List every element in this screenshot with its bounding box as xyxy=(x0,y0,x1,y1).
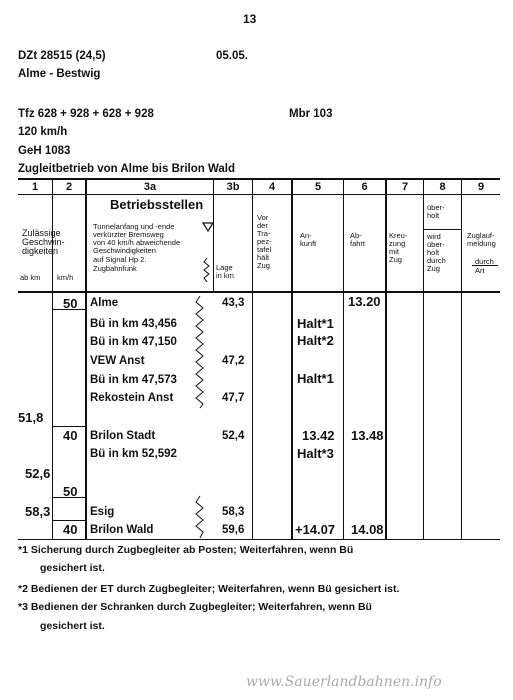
zm-label-3: durch xyxy=(475,257,494,266)
footnote-1-cont: gesichert ist. xyxy=(40,562,105,574)
zm-label-4: Art xyxy=(475,266,485,275)
position-cell: 52,4 xyxy=(222,430,245,442)
speed-cell: 40 xyxy=(63,428,78,443)
watermark: www.Sauerlandbahnen.info xyxy=(246,674,442,690)
page-number: 13 xyxy=(243,12,257,26)
col-4: 4 xyxy=(268,181,276,193)
position-cell: 59,6 xyxy=(222,524,245,536)
ueb-label-1: über- xyxy=(427,203,445,212)
vor-label-4: pez- xyxy=(257,237,272,246)
col-7: 7 xyxy=(401,181,409,193)
col-2: 2 xyxy=(65,181,73,193)
km-cell: 51,8 xyxy=(18,410,44,425)
departure-cell: 13.20 xyxy=(348,294,381,309)
kreu-label-3: mit xyxy=(389,247,399,256)
kmh-label: km/h xyxy=(57,273,74,282)
zul-label-3: digkeiten xyxy=(22,246,59,256)
col-1: 1 xyxy=(31,181,39,193)
max-speed: 120 km/h xyxy=(18,126,68,138)
train-number: DZt 28515 (24,5) xyxy=(18,50,106,62)
arrival-cell: Halt*1 xyxy=(297,371,334,386)
lage-label-1: Lage xyxy=(216,263,233,272)
footnote-3: *3 Bedienen der Schranken durch Zugbegleiter; Weiterfahren, wenn Bü xyxy=(18,601,372,613)
station-name: Bü in km 47,150 xyxy=(90,336,177,348)
zm-label-1: Zuglauf- xyxy=(467,231,495,240)
station-name: Esig xyxy=(90,506,115,518)
ueb-label-3: wird xyxy=(427,232,441,241)
vor-label-1: Vor xyxy=(257,213,269,222)
ab-label-2: fahrt xyxy=(350,239,366,248)
an-label-1: An- xyxy=(300,231,312,240)
ueb-label-4: über- xyxy=(427,240,445,249)
arrival-cell: Halt*2 xyxy=(297,333,334,348)
kreu-label-1: Kreu- xyxy=(389,231,408,240)
arrival-cell: Halt*1 xyxy=(297,316,334,331)
vor-label-7: Zug xyxy=(257,261,270,270)
station-name: Rekostein Anst xyxy=(90,392,174,404)
position-cell: 43,3 xyxy=(222,297,245,309)
station-name: Bü in km 43,456 xyxy=(90,318,177,330)
station-name: Alme xyxy=(90,297,119,309)
ueb-label-6: durch xyxy=(427,256,446,265)
brake-class: GeH 1083 xyxy=(18,145,71,157)
col-5: 5 xyxy=(314,181,322,193)
tunnel-marker-icon xyxy=(194,296,206,538)
km-cell: 52,6 xyxy=(25,466,51,481)
footnote-3-cont: gesichert ist. xyxy=(40,620,105,632)
departure-cell: 13.48 xyxy=(351,428,384,443)
km-cell: 58,3 xyxy=(25,504,51,519)
vor-label-3: Tra- xyxy=(257,229,271,238)
route: Alme - Bestwig xyxy=(18,68,101,80)
lage-label-2: in km xyxy=(216,271,234,280)
tunnel-line-6: Zugbahnfunk xyxy=(93,264,137,273)
betriebsstellen-heading: Betriebsstellen xyxy=(110,197,204,212)
station-name: Bü in km 47,573 xyxy=(90,374,177,386)
arrival-cell: Halt*3 xyxy=(297,446,334,461)
arrival-cell: 13.42 xyxy=(302,428,335,443)
tunnel-line-3: von 40 km/h abweichende xyxy=(93,238,181,247)
tunnel-line-1: Tunnelanfang und -ende xyxy=(93,222,175,231)
operation-mode: Zugleitbetrieb von Alme bis Brilon Wald xyxy=(18,163,236,175)
vor-label-5: tafel xyxy=(257,245,272,254)
station-name: VEW Anst xyxy=(90,355,145,367)
zul-label-1: Zulässige xyxy=(22,228,61,238)
ueb-label-5: holt xyxy=(427,248,440,257)
col-3b: 3b xyxy=(226,181,240,193)
departure-cell: 14.08 xyxy=(351,522,384,537)
position-cell: 47,7 xyxy=(222,392,245,404)
tunnel-line-4: Geschwindigkeiten xyxy=(93,246,156,255)
triangle-symbol-icon xyxy=(202,222,214,232)
footnote-2: *2 Bedienen der ET durch Zugbegleiter; Weiterfahren, wenn Bü gesichert ist. xyxy=(18,583,400,595)
zm-label-2: meldung xyxy=(467,239,496,248)
speed-cell: 50 xyxy=(63,296,78,311)
kreu-label-4: Zug xyxy=(389,255,402,264)
col-3a: 3a xyxy=(143,181,157,193)
station-name: Brilon Wald xyxy=(90,524,154,536)
col-6: 6 xyxy=(361,181,368,193)
speed-cell: 50 xyxy=(63,484,78,499)
station-name: Bü in km 52,592 xyxy=(90,448,177,460)
speed-cell: 40 xyxy=(63,522,78,537)
ab-label-1: Ab- xyxy=(350,231,362,240)
position-cell: 47,2 xyxy=(222,355,245,367)
zul-label-2: Geschwin- xyxy=(22,237,65,247)
ueb-label-2: holt xyxy=(427,211,440,220)
col-8: 8 xyxy=(439,181,446,193)
an-label-2: kunft xyxy=(300,239,317,248)
vor-label-6: hält xyxy=(257,253,270,262)
arrival-cell: +14.07 xyxy=(295,522,336,537)
vor-label-2: der xyxy=(257,221,268,230)
tunnel-zigzag-icon xyxy=(203,258,211,282)
position-cell: 58,3 xyxy=(222,506,245,518)
traction-unit: Tfz 628 + 928 + 628 + 928 xyxy=(18,108,154,120)
footnote-1: *1 Sicherung durch Zugbegleiter ab Posten; Weiterfahren, wenn Bü xyxy=(18,544,354,556)
ab-km-label: ab km xyxy=(20,273,41,282)
date: 05.05. xyxy=(216,50,248,62)
tunnel-line-5: auf Signal Hp 2. xyxy=(93,255,147,264)
station-name: Brilon Stadt xyxy=(90,430,156,442)
kreu-label-2: zung xyxy=(389,239,406,248)
ueb-label-7: Zug xyxy=(427,264,440,273)
tunnel-line-2: verkürzter Bremsweg xyxy=(93,230,164,239)
brake-ratio: Mbr 103 xyxy=(289,108,333,120)
col-9: 9 xyxy=(477,181,485,193)
